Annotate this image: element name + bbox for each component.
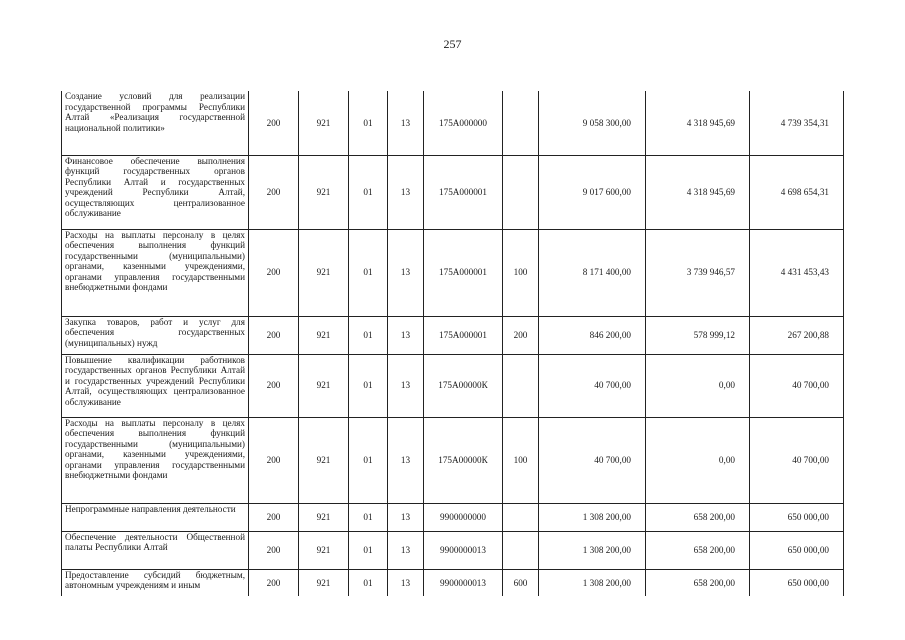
row-name: Расходы на выплаты персоналу в целях обеспечения выполнения функций государственными (муниципальными) органами, казенными учреждениями, органами управления государственными внебюджетными фондами (62, 417, 249, 503)
target-article-cell: 175А000001 (424, 155, 503, 229)
code-cell: 200 (249, 354, 299, 417)
subsection-cell: 13 (388, 316, 424, 354)
ministry-code-cell: 921 (299, 155, 349, 229)
row-name: Обеспечение деятельности Общественной палаты Республики Алтай (62, 531, 249, 569)
amount-cell: 4 739 354,31 (750, 91, 844, 155)
subsection-cell: 13 (388, 229, 424, 316)
amount-cell: 40 700,00 (539, 354, 646, 417)
section-cell: 01 (349, 155, 388, 229)
row-name: Предоставление субсидий бюджетным, автономным учреждениям и иным (62, 569, 249, 596)
expense-type-cell: 100 (503, 417, 539, 503)
code-cell: 200 (249, 531, 299, 569)
target-article-cell: 9900000000 (424, 503, 503, 531)
ministry-code-cell: 921 (299, 503, 349, 531)
ministry-code-cell: 921 (299, 316, 349, 354)
ministry-code-cell: 921 (299, 569, 349, 596)
code-cell: 200 (249, 417, 299, 503)
subsection-cell: 13 (388, 531, 424, 569)
expense-type-cell: 600 (503, 569, 539, 596)
amount-cell: 9 017 600,00 (539, 155, 646, 229)
section-cell: 01 (349, 354, 388, 417)
section-cell: 01 (349, 229, 388, 316)
table-row (62, 229, 844, 316)
amount-cell: 846 200,00 (539, 316, 646, 354)
target-article-cell: 9900000013 (424, 531, 503, 569)
target-article-cell: 175А00000К (424, 417, 503, 503)
amount-cell: 4 318 945,69 (646, 91, 750, 155)
code-cell: 200 (249, 155, 299, 229)
row-name: Финансовое обеспечение выполнения функций государственных органов Республики Алтай и государственных учреждений Республики Алтай, осуществляющих централизованное обслуживание (62, 155, 249, 229)
expense-type-cell (503, 91, 539, 155)
code-cell: 200 (249, 229, 299, 316)
amount-cell: 658 200,00 (646, 503, 750, 531)
row-name: Закупка товаров, работ и услуг для обеспечения государственных (муниципальных) нужд (62, 316, 249, 354)
budget-table (61, 91, 844, 596)
amount-cell: 1 308 200,00 (539, 569, 646, 596)
amount-cell: 658 200,00 (646, 531, 750, 569)
amount-cell: 578 999,12 (646, 316, 750, 354)
page-number: 257 (443, 37, 462, 51)
table-row (62, 569, 844, 596)
expense-type-cell (503, 503, 539, 531)
table-row (62, 91, 844, 155)
row-name: Расходы на выплаты персоналу в целях обеспечения выполнения функций государственными (муниципальными) органами, казенными учреждениями, органами управления государственными внебюджетными фондами (62, 229, 249, 316)
amount-cell: 0,00 (646, 417, 750, 503)
table-row (62, 316, 844, 354)
section-cell: 01 (349, 569, 388, 596)
ministry-code-cell: 921 (299, 531, 349, 569)
target-article-cell: 9900000013 (424, 569, 503, 596)
code-cell: 200 (249, 91, 299, 155)
amount-cell: 650 000,00 (750, 503, 844, 531)
section-cell: 01 (349, 316, 388, 354)
subsection-cell: 13 (388, 417, 424, 503)
ministry-code-cell: 921 (299, 354, 349, 417)
expense-type-cell (503, 531, 539, 569)
subsection-cell: 13 (388, 569, 424, 596)
amount-cell: 658 200,00 (646, 569, 750, 596)
code-cell: 200 (249, 503, 299, 531)
row-name: Непрограммные направления деятельности (62, 503, 249, 531)
subsection-cell: 13 (388, 91, 424, 155)
table-row (62, 354, 844, 417)
amount-cell: 1 308 200,00 (539, 503, 646, 531)
target-article-cell: 175А000000 (424, 91, 503, 155)
row-name: Повышение квалификации работников государственных органов Республики Алтай и государственных учреждений Республики Алтай, осуществляющих централизованное обслуживание (62, 354, 249, 417)
amount-cell: 8 171 400,00 (539, 229, 646, 316)
amount-cell: 40 700,00 (750, 417, 844, 503)
amount-cell: 267 200,88 (750, 316, 844, 354)
target-article-cell: 175А000001 (424, 229, 503, 316)
amount-cell: 1 308 200,00 (539, 531, 646, 569)
ministry-code-cell: 921 (299, 229, 349, 316)
amount-cell: 40 700,00 (750, 354, 844, 417)
ministry-code-cell: 921 (299, 91, 349, 155)
expense-type-cell: 200 (503, 316, 539, 354)
section-cell: 01 (349, 91, 388, 155)
code-cell: 200 (249, 569, 299, 596)
table-row (62, 531, 844, 569)
section-cell: 01 (349, 417, 388, 503)
table-row (62, 417, 844, 503)
section-cell: 01 (349, 531, 388, 569)
amount-cell: 3 739 946,57 (646, 229, 750, 316)
subsection-cell: 13 (388, 354, 424, 417)
expense-type-cell: 100 (503, 229, 539, 316)
ministry-code-cell: 921 (299, 417, 349, 503)
expense-type-cell (503, 354, 539, 417)
amount-cell: 40 700,00 (539, 417, 646, 503)
target-article-cell: 175А000001 (424, 316, 503, 354)
amount-cell: 650 000,00 (750, 569, 844, 596)
amount-cell: 650 000,00 (750, 531, 844, 569)
amount-cell: 0,00 (646, 354, 750, 417)
row-name: Создание условий для реализации государственной программы Республики Алтай «Реализация государственной национальной политики» (62, 91, 249, 155)
table-row (62, 155, 844, 229)
subsection-cell: 13 (388, 155, 424, 229)
subsection-cell: 13 (388, 503, 424, 531)
amount-cell: 4 318 945,69 (646, 155, 750, 229)
code-cell: 200 (249, 316, 299, 354)
table-row (62, 503, 844, 531)
target-article-cell: 175А00000К (424, 354, 503, 417)
section-cell: 01 (349, 503, 388, 531)
amount-cell: 4 698 654,31 (750, 155, 844, 229)
amount-cell: 4 431 453,43 (750, 229, 844, 316)
expense-type-cell (503, 155, 539, 229)
amount-cell: 9 058 300,00 (539, 91, 646, 155)
